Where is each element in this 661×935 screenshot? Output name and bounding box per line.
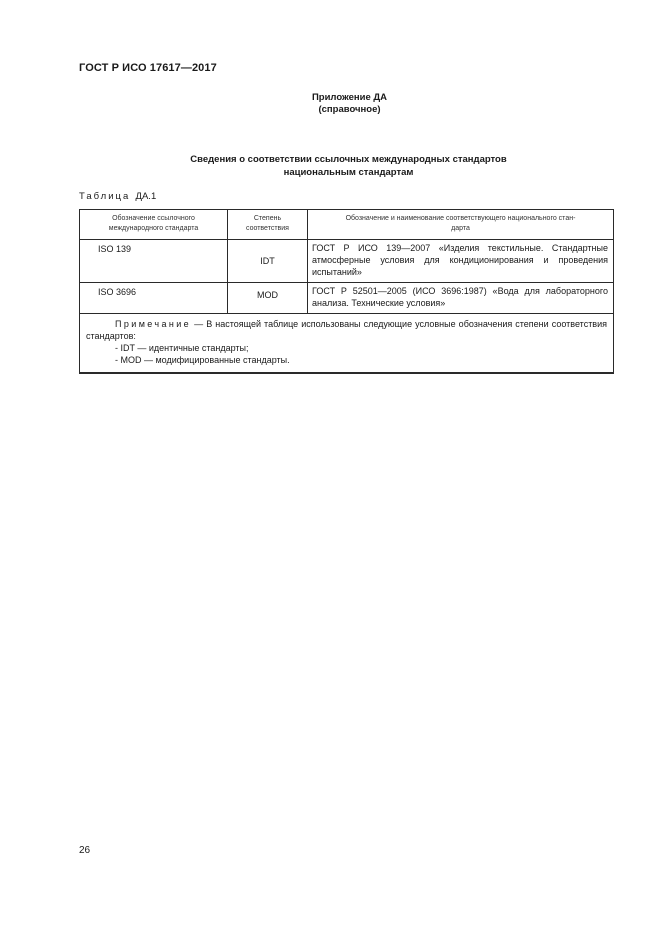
table-caption (79, 191, 156, 202)
annex-title: Приложение ДА (311, 92, 388, 103)
national-standard-cell: ГОСТ Р ИСО 139—2007 «Изделия текстильные. Стандартные атмосферные условия для кондиционирования и проведения испытаний» (308, 240, 614, 283)
column-header-national (308, 210, 614, 240)
section-title (0, 153, 661, 179)
column-header-national-line2: дарта (451, 225, 470, 232)
degree-cell: MOD (228, 283, 308, 314)
document-header: ГОСТ Р ИСО 17617—2017 (79, 62, 217, 74)
note-text: — В настоящей таблице использованы следующие условные обозначения степени соответствия стандартов: (86, 319, 607, 341)
table-row (80, 240, 614, 283)
table-row (80, 283, 614, 314)
column-header-national-line1: Обозначение и наименование соответствующего национального стан- (345, 215, 576, 222)
column-header-degree (228, 210, 308, 240)
international-standard-cell: ISO 3696 (80, 283, 228, 314)
table-note (80, 314, 614, 374)
national-standard-cell: ГОСТ Р 52501—2005 (ИСО 3696:1987) «Вода для лабораторного анализа. Технические условия» (308, 283, 614, 314)
note-label: Примечание (115, 319, 192, 329)
international-standard-cell: ISO 139 (80, 240, 228, 283)
section-title-line1: Сведения о соответствии ссылочных международных стандартов (190, 154, 507, 165)
table-caption-word: Таблица (79, 191, 131, 202)
note-item-idt: - IDT — идентичные стандарты; (115, 343, 249, 353)
annex-heading (0, 92, 661, 116)
table-header-row (80, 210, 614, 240)
page-number: 26 (79, 845, 91, 856)
column-header-international-line2: международного стандарта (108, 225, 199, 232)
degree-cell: IDT (228, 240, 308, 283)
column-header-international (80, 210, 228, 240)
column-header-degree-line2: соответствия (246, 225, 289, 232)
note-item-mod: - MOD — модифицированные стандарты. (115, 355, 290, 365)
correspondence-table (79, 209, 614, 374)
column-header-degree-line1: Степень (253, 215, 282, 222)
annex-subtitle: (справочное) (318, 104, 381, 115)
section-title-line2: национальным стандартам (283, 167, 414, 178)
column-header-international-line1: Обозначение ссылочного (112, 215, 195, 222)
table-note-row (80, 314, 614, 374)
table-caption-number: ДА.1 (135, 191, 157, 202)
note-lead (86, 318, 607, 342)
